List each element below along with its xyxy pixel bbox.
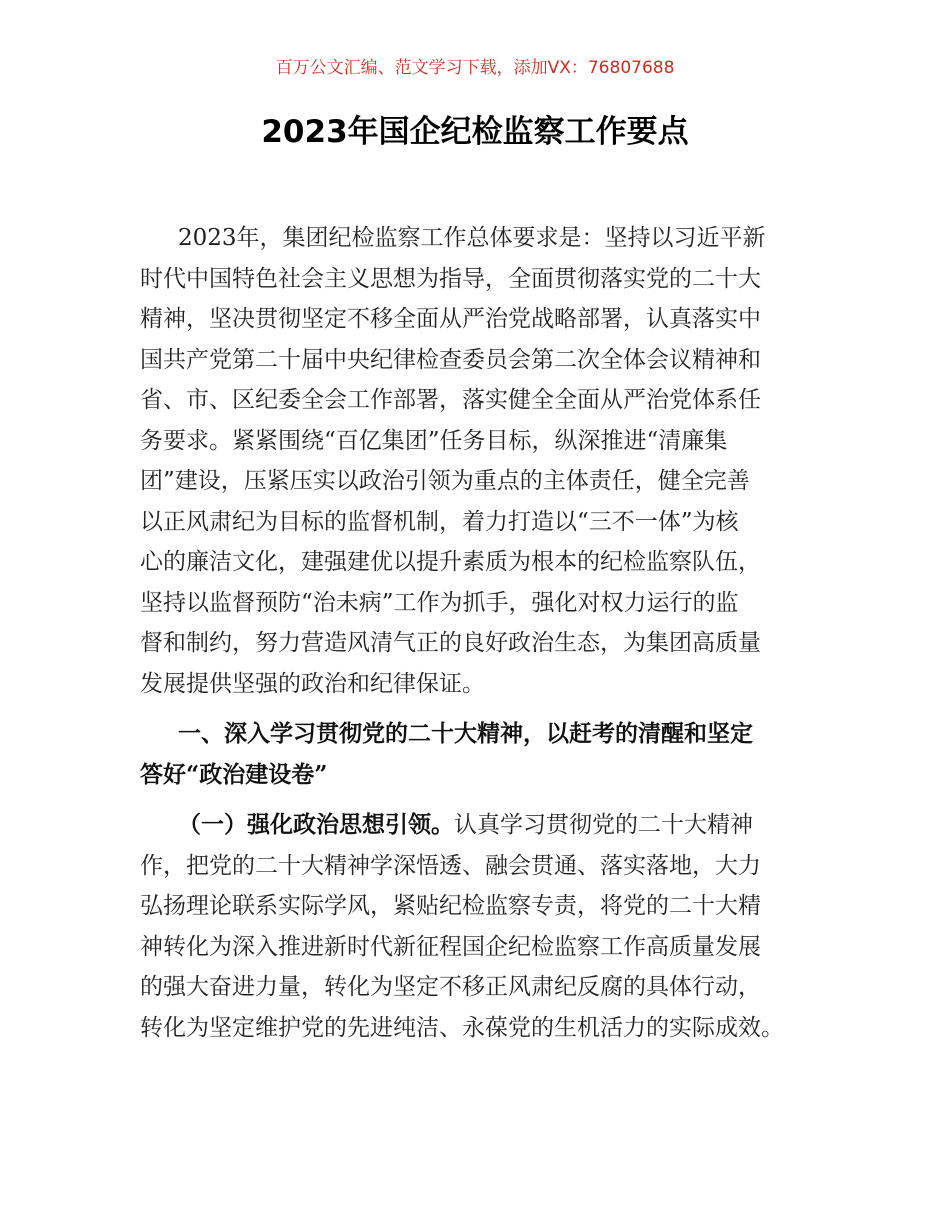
section-heading-line: 答好“政治建设卷” xyxy=(140,760,328,788)
subsection-first-line xyxy=(140,805,830,846)
subsection-line: 弘扬理论联系实际学风，紧贴纪检监察专责，将党的二十大精 xyxy=(140,893,761,919)
paragraph-line: 时代中国特色社会主义思想为指导，全面贯彻落实党的二十大 xyxy=(140,265,761,292)
paragraph-line: 团”建设，压紧压实以政治引领为重点的主体责任，健全完善 xyxy=(140,468,750,494)
document-body xyxy=(140,218,830,1048)
paragraph-line: 心的廉洁文化，建强建优以提升素质为根本的纪检监察队伍， xyxy=(140,549,761,575)
subsection-line: 转化为坚定维护党的先进纯洁、永葆党的生机活力的实际成效。 xyxy=(140,1014,784,1041)
header-watermark-note: 百万公文汇编、范文学习下载，添加VX：76807688 xyxy=(275,58,675,78)
paragraph-line: 发展提供坚强的政治和纪律保证。 xyxy=(140,670,485,697)
subsection-line: 作，把党的二十大精神学深悟透、融会贯通、落实落地，大力 xyxy=(140,852,761,879)
subsection-1 xyxy=(140,805,830,1048)
subsection-first-line-text: 认真学习贯彻党的二十大精神 xyxy=(454,812,753,838)
paragraph-intro xyxy=(140,218,830,704)
paragraph-line: 国共产党第二十届中央纪律检查委员会第二次全体会议精神和 xyxy=(140,346,761,373)
section-heading-1 xyxy=(140,714,830,795)
subsection-line: 的强大奋进力量，转化为坚定不移正风肃纪反腐的具体行动， xyxy=(140,974,761,1000)
section-heading-line: 一、深入学习贯彻党的二十大精神，以赶考的清醒和坚定 xyxy=(178,720,753,747)
subsection-lead: （一）强化政治思想引领。 xyxy=(178,811,454,838)
paragraph-line: 以正风肃纪为目标的监督机制，着力打造以“三不一体”为核 xyxy=(140,508,739,535)
paragraph-line: 务要求。紧紧围绕“百亿集团”任务目标，纵深推进“清廉集 xyxy=(140,427,728,454)
paragraph-line: 省、市、区纪委全会工作部署，落实健全全面从严治党体系任 xyxy=(140,387,761,413)
document-title: 2023年国企纪检监察工作要点 xyxy=(261,114,689,150)
paragraph-line: 督和制约，努力营造风清气正的良好政治生态，为集团高质量 xyxy=(140,630,761,656)
paragraph-line: 精神，坚决贯彻坚定不移全面从严治党战略部署，认真落实中 xyxy=(140,306,761,332)
subsection-line: 神转化为深入推进新时代新征程国企纪检监察工作高质量发展 xyxy=(140,933,761,960)
paragraph-line: 坚持以监督预防“治未病”工作为抓手，强化对权力运行的监 xyxy=(140,589,739,616)
paragraph-line: 2023年，集团纪检监察工作总体要求是：坚持以习近平新 xyxy=(178,225,766,251)
